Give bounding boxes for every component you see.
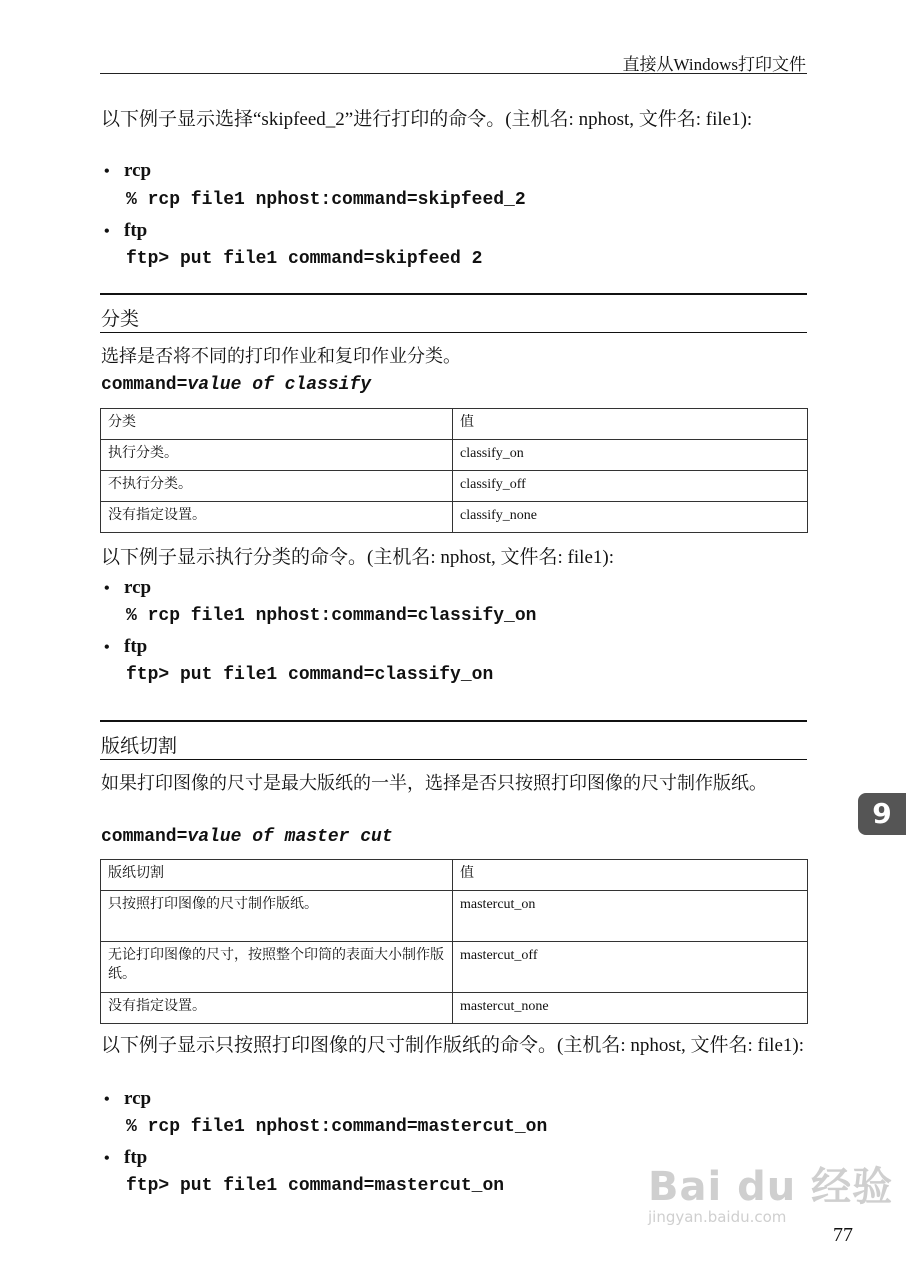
mastercut-syntax-value: value of master cut (187, 827, 393, 847)
table-row (101, 942, 808, 993)
table-cell: 执行分类。 (101, 440, 453, 471)
mastercut-ftp-bullet: • ftp (104, 1147, 148, 1168)
table-cell: 不执行分类。 (101, 471, 453, 502)
table-cell: 无论打印图像的尺寸，按照整个印筒的表面大小制作版纸。 (101, 942, 453, 993)
mastercut-table (100, 859, 808, 1024)
classify-table (100, 408, 808, 533)
intro-ftp-bullet: • ftp (104, 220, 148, 241)
mastercut-section-title: 版纸切割 (101, 735, 178, 757)
classify-ftp-label: ftp (124, 636, 148, 657)
classify-syntax-prefix: command= (101, 375, 188, 395)
mastercut-ftp-label: ftp (124, 1147, 148, 1168)
mastercut-syntax-prefix: command= (101, 827, 188, 847)
chapter-tab: 9 (858, 793, 906, 835)
classify-ftp-command: ftp> put file1 command=classify_on (126, 665, 494, 685)
intro-rcp-bullet: • rcp (104, 160, 152, 181)
classify-rcp-bullet: • rcp (104, 577, 152, 598)
mastercut-example-paragraph: 以下例子显示只按照打印图像的尺寸制作版纸的命令。(主机名: nphost, 文件名: file1): (101, 1035, 804, 1056)
classify-header-cell: 值 (453, 409, 808, 440)
table-cell: mastercut_on (453, 891, 808, 942)
intro-rcp-label: rcp (124, 160, 152, 181)
mastercut-rcp-command: % rcp file1 nphost:command=mastercut_on (126, 1117, 548, 1137)
classify-section-title: 分类 (101, 308, 140, 330)
classify-top-rule (100, 293, 807, 295)
mastercut-top-rule (100, 720, 807, 722)
mastercut-description: 如果打印图像的尺寸是最大版纸的一半，选择是否只按照打印图像的尺寸制作版纸。 (101, 773, 767, 794)
table-cell: mastercut_off (453, 942, 808, 993)
mastercut-header-cell: 版纸切割 (101, 860, 453, 891)
table-cell: 没有指定设置。 (101, 502, 453, 533)
table-row (101, 891, 808, 942)
classify-description: 选择是否将不同的打印作业和复印作业分类。 (101, 346, 461, 367)
watermark-brand: Bai du 经验 (648, 1164, 894, 1210)
intro-ftp-label: ftp (124, 220, 148, 241)
watermark-url: jingyan.baidu.com (648, 1208, 787, 1226)
table-cell: classify_none (453, 502, 808, 533)
table-cell: mastercut_none (453, 993, 808, 1024)
intro-rcp-command: % rcp file1 nphost:command=skipfeed_2 (126, 190, 526, 210)
mastercut-table-header (101, 860, 808, 891)
table-row (101, 440, 808, 471)
table-cell: classify_off (453, 471, 808, 502)
mastercut-header-cell: 值 (453, 860, 808, 891)
table-row (101, 502, 808, 533)
mastercut-rcp-label: rcp (124, 1088, 152, 1109)
table-row (101, 993, 808, 1024)
table-cell: 没有指定设置。 (101, 993, 453, 1024)
table-cell: classify_on (453, 440, 808, 471)
mastercut-ftp-command: ftp> put file1 command=mastercut_on (126, 1176, 505, 1196)
classify-rcp-command: % rcp file1 nphost:command=classify_on (126, 606, 537, 626)
table-row (101, 471, 808, 502)
mastercut-bottom-rule (100, 759, 807, 760)
intro-paragraph: 以下例子显示选择“skipfeed_2”进行打印的命令。(主机名: nphost, 文件名: file1): (101, 109, 753, 130)
mastercut-syntax (101, 827, 393, 847)
classify-rcp-label: rcp (124, 577, 152, 598)
classify-ftp-bullet: • ftp (104, 636, 148, 657)
intro-ftp-command: ftp> put file1 command=skipfeed 2 (126, 249, 483, 267)
mastercut-rcp-bullet: • rcp (104, 1088, 152, 1109)
running-header: 直接从Windows打印文件 (622, 55, 806, 74)
classify-table-header (101, 409, 808, 440)
classify-example-paragraph: 以下例子显示执行分类的命令。(主机名: nphost, 文件名: file1): (101, 547, 614, 568)
header-rule (100, 73, 807, 74)
classify-syntax (101, 375, 371, 395)
baidu-watermark (648, 1155, 893, 1226)
classify-header-cell: 分类 (101, 409, 453, 440)
classify-bottom-rule (100, 332, 807, 333)
table-cell: 只按照打印图像的尺寸制作版纸。 (101, 891, 453, 942)
page-number: 77 (833, 1224, 853, 1246)
classify-syntax-value: value of classify (187, 375, 372, 395)
